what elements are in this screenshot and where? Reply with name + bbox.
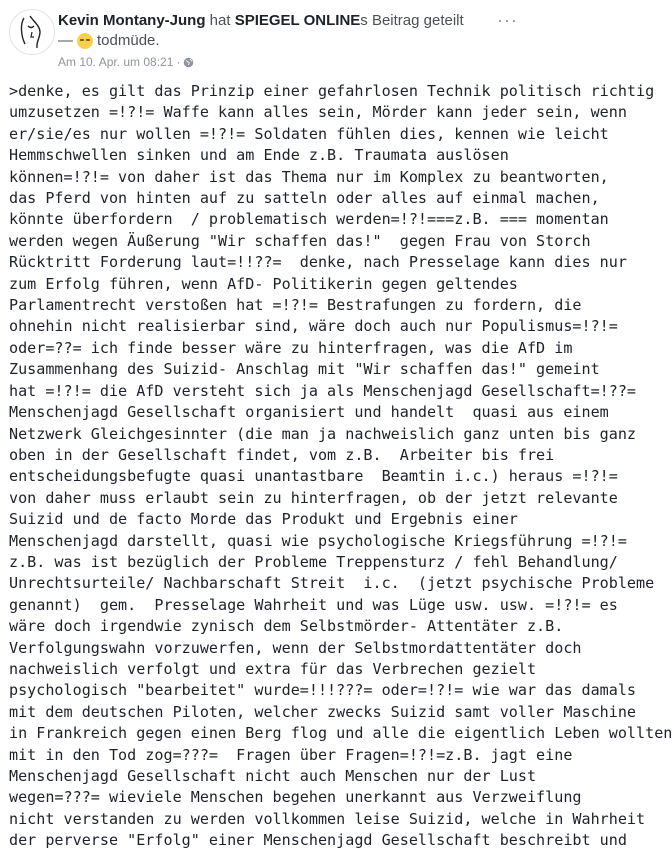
- post-text-line: Parlamentrecht verstoßen hat =!?!= Bestrafungen zu fordern, die: [9, 296, 582, 315]
- post-text-line: Netzwerk Gleichgesinnter (die man ja nachweislich ganz unten bis ganz: [9, 424, 637, 443]
- author-name[interactable]: Kevin Montany-Jung: [58, 12, 206, 29]
- post-text-line: ohnehin nicht realisierbar sind, wäre doch auch nur Populismus=!?!=: [9, 317, 618, 336]
- post-text-line: wegen=???= wieviele Menschen begehen unerkannt aus Verzweiflung: [9, 788, 582, 807]
- post-text-line: Menschenjagd darstellt, quasi wie psychologische Kriegsführung =!?!=: [9, 531, 627, 550]
- feeling-dash: —: [58, 32, 73, 49]
- action-suffix: s Beitrag geteilt: [360, 12, 464, 29]
- post-text-line: oben in der Gesellschaft findet, vom z.B. Arbeiter bis frei: [9, 445, 555, 464]
- post-text-line: entscheidungsbefugte quasi unantastbare Beamtin i.c.) heraus =!?!=: [9, 467, 618, 486]
- post-text-line: er/sie/es nur wollen =!?!= Soldaten fühlen dies, kennen wie leicht: [9, 124, 609, 143]
- post-text-line: können=!?!= von daher ist das Thema nur im Komplex zu beantworten,: [9, 167, 609, 186]
- post-text-line: Verfolgungswahn vorzuwerfen, wenn der Selbstmordattentäter doch: [9, 638, 582, 657]
- post-text-line: z.B. was ist bezüglich der Probleme Treppensturz / fehl Behandlung/: [9, 552, 618, 571]
- avatar[interactable]: [9, 9, 55, 55]
- post-text-line: mit in den Tod zog=???= Fragen über Fragen=!?!=z.B. jagt eine: [9, 745, 573, 764]
- post-text-line: nachweislich verfolgt und extra für das Verbrechen gezielt: [9, 659, 537, 678]
- post-meta: [58, 54, 194, 70]
- post-text-line: hat =!?!= die AfD versteht sich ja als Menschenjagd Gesellschaft=!??=: [9, 381, 637, 400]
- post-text-line: Hemmschwellen sinken und am Ende z.B. Traumata auslösen: [9, 146, 509, 165]
- post-text-line: nicht verstanden zu werden vollkommen leise Suizid, welche in Wahrheit: [9, 809, 646, 828]
- post-attribution: [58, 11, 478, 31]
- feeling-text: todmüde.: [97, 32, 160, 49]
- sleepy-face-icon: [77, 33, 93, 49]
- profile-picture-sketch: [10, 10, 54, 54]
- post-text-line: >denke, es gilt das Prinzip einer gefahrlosen Technik politisch richtig: [9, 82, 655, 100]
- post-text-line: genannt) gem. Presselage Wahrheit und was Lüge usw. usw. =!?!= es: [9, 595, 618, 614]
- post-text-line: der perverse "Erfolg" einer Menschenjagd Gesellschaft beschreibt und: [9, 831, 627, 850]
- action-prefix: hat: [205, 12, 235, 29]
- post-text-line: zum Erfolg führen, wenn AfD- Politikerin gegen geltendes: [9, 274, 518, 293]
- more-options-icon[interactable]: ···: [497, 10, 518, 30]
- globe-icon[interactable]: [183, 57, 194, 68]
- post-text-line: oder=??= ich finde besser wäre zu hinterfragen, was die AfD im: [9, 338, 573, 357]
- post-timestamp[interactable]: Am 10. Apr. um 08:21: [58, 55, 174, 69]
- post-text: [9, 81, 672, 852]
- meta-separator: ·: [176, 55, 181, 69]
- post-text-line: werden wegen Äußerung "Wir schaffen das!" gegen Frau von Storch: [9, 231, 591, 250]
- post-text-line: psychologisch "bearbeitet" wurde=!!!???= oder=!?!= wie war das damals: [9, 681, 637, 700]
- post-text-line: Unrechtsurteile/ Nachbarschaft Streit i.c. (jetzt psychische Probleme: [9, 574, 655, 593]
- post-text-line: umzusetzen =!?!= Waffe kann alles sein, Mörder kann jeder sein, wenn: [9, 103, 627, 122]
- feeling-line: [58, 31, 160, 51]
- post-text-line: mit dem deutschen Piloten, welcher zwecks Suizid samt voller Maschine: [9, 702, 637, 721]
- post-text-line: von daher muss erlaubt sein zu hinterfragen, ob der jetzt relevante: [9, 488, 618, 507]
- post-text-line: das Pferd von hinten auf zu satteln oder alles auf einmal machen,: [9, 189, 600, 208]
- shared-page-name[interactable]: SPIEGEL ONLINE: [234, 12, 361, 29]
- post-text-line: Menschenjagd Gesellschaft nicht auch Menschen nur der Lust: [9, 767, 537, 785]
- post-text-line: Zusammenhang des Suizid- Anschlag mit "Wir schaffen das!" gemeint: [9, 360, 600, 379]
- post-text-line: Suizid und de facto Morde das Produkt und Ergebnis einer: [9, 510, 518, 529]
- post-text-line: könnte überfordern / problematisch werden=!?!===z.B. === momentan: [9, 210, 609, 229]
- post-header: [0, 0, 538, 76]
- post-text-line: Rücktritt Forderung laut=!!??= denke, nach Presselage kann dies nur: [9, 253, 627, 272]
- post-text-line: wäre doch irgendwie zynisch dem Selbstmörder- Attentäter z.B.: [9, 617, 564, 636]
- post-text-line: Menschenjagd Gesellschaft organisiert und handelt quasi aus einem: [9, 403, 609, 422]
- post-text-line: in Frankreich gegen einen Berg flog und alle die eigentlich Leben wollten: [9, 724, 672, 743]
